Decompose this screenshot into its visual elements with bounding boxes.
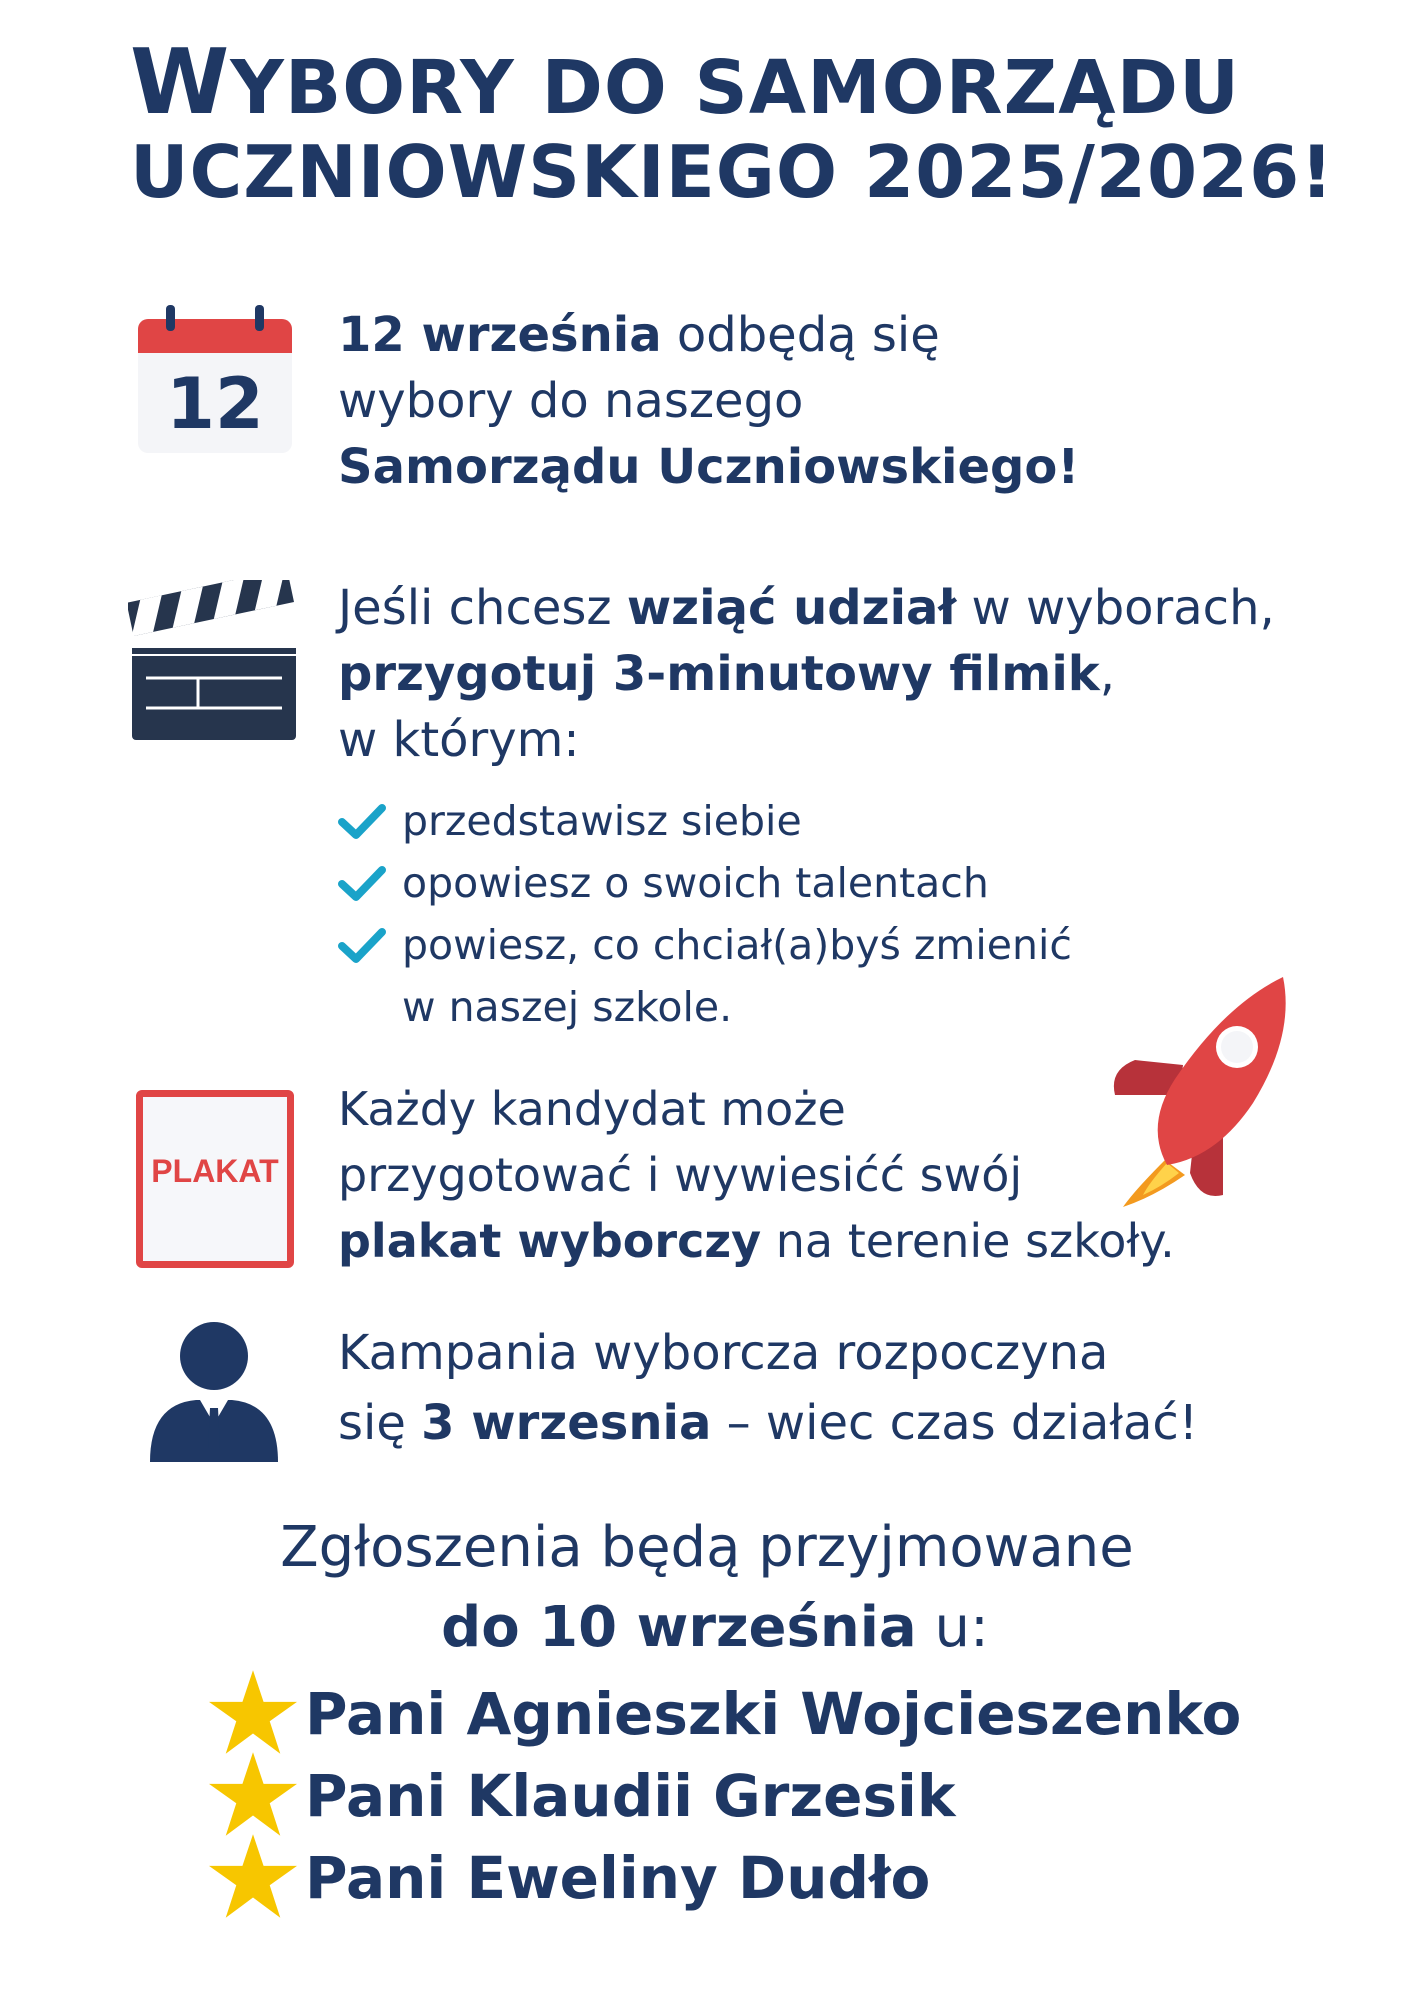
page-title-line-2: UCZNIOWSKIEGO 2025/2026!	[130, 130, 1335, 214]
calendar-icon	[136, 305, 294, 455]
film-checklist	[338, 790, 1072, 1038]
calendar-day: 12	[166, 363, 264, 445]
film-line-2: przygotuj 3-minutowy filmik,	[338, 646, 1115, 702]
election-date-line-2: wybory do naszego	[338, 373, 804, 429]
checklist-item: przedstawisz siebie	[338, 790, 1072, 852]
checklist-item: opowiesz o swoich talentach	[338, 852, 1072, 914]
election-date-block	[338, 302, 1079, 500]
campaign-block	[338, 1318, 1198, 1458]
contact-person: Pani Agnieszki Wojcieszenko	[305, 1680, 1241, 1748]
contact-person: Pani Klaudii Grzesik	[305, 1762, 955, 1830]
poster-line-3: plakat wyborczy na terenie szkoły.	[338, 1214, 1175, 1268]
person-icon	[146, 1320, 282, 1462]
star-icon	[209, 1670, 297, 1754]
election-date-line-3: Samorządu Uczniowskiego!	[338, 439, 1080, 495]
registration-line-1: Zgłoszenia będą przyjmowane	[280, 1515, 1134, 1580]
film-line-1: Jeśli chcesz wziąć udział w wyborach,	[338, 580, 1275, 636]
campaign-line-2: się 3 wrzesnia – wiec czas działać!	[338, 1395, 1198, 1451]
contact-person: Pani Eweliny Dudło	[305, 1844, 930, 1912]
page-title-line-1: WYBORY DO SAMORZĄDU	[130, 30, 1241, 135]
poster-line-1: Każdy kandydat może	[338, 1082, 846, 1136]
star-icon	[209, 1752, 297, 1836]
poster-icon	[136, 1090, 294, 1268]
clapperboard-icon	[128, 580, 298, 742]
checklist-item-continuation: w naszej szkole.	[402, 983, 733, 1031]
film-instructions-block	[338, 575, 1275, 773]
checkmark-icon	[338, 864, 386, 904]
checkmark-icon	[338, 802, 386, 842]
star-icon	[209, 1834, 297, 1918]
election-date-line-1: 12 września odbędą się	[338, 307, 940, 363]
poster-info-block	[338, 1076, 1175, 1274]
film-line-3: w którym:	[338, 712, 580, 768]
checkmark-icon	[338, 926, 386, 966]
poster-label: PLAKAT	[151, 1153, 279, 1189]
poster-line-2: przygotować i wywiesićć swój	[338, 1148, 1023, 1202]
registration-line-2: do 10 września u:	[441, 1595, 989, 1660]
campaign-line-1: Kampania wyborcza rozpoczyna	[338, 1325, 1109, 1381]
checklist-item: powiesz, co chciał(a)byś zmienić	[338, 914, 1072, 976]
